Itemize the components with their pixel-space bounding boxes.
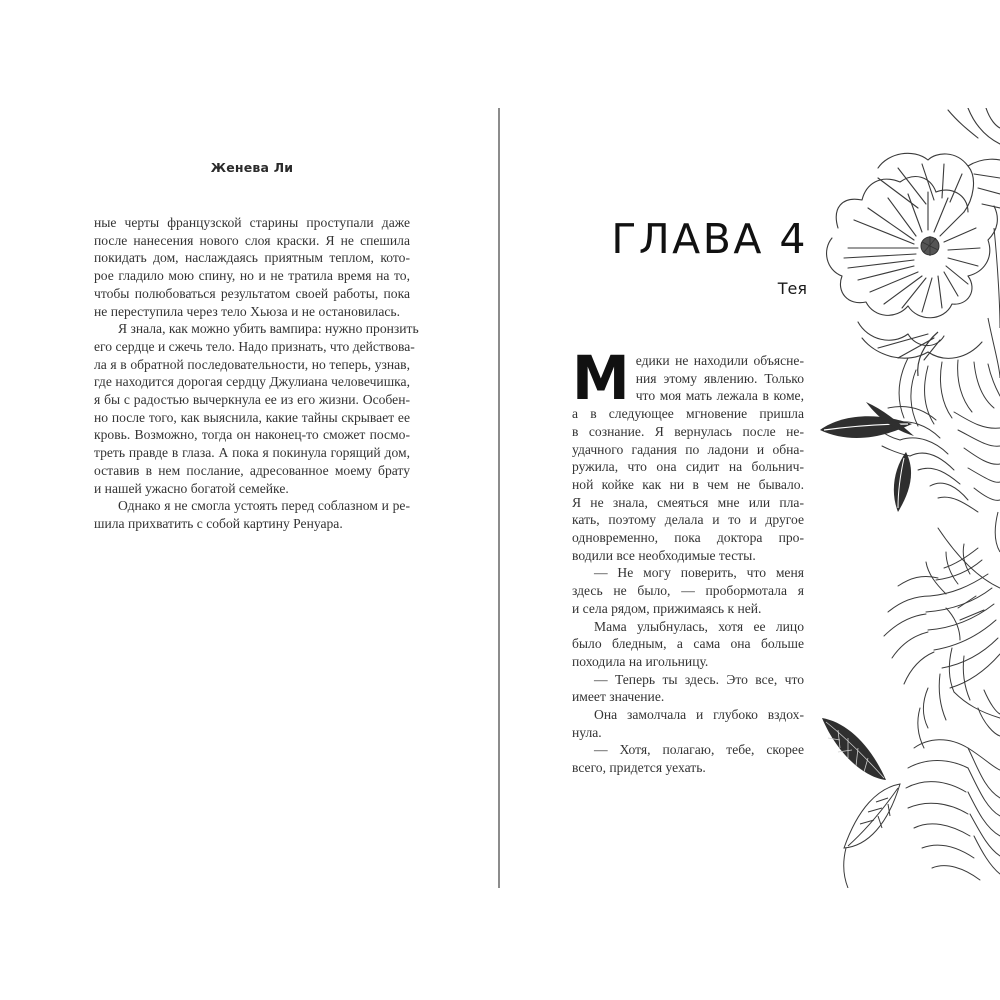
- left-page-body: [94, 214, 419, 533]
- right-page-body: [572, 342, 804, 777]
- text-line: имеет значение.: [572, 689, 665, 705]
- text-line: всего, придется уехать.: [572, 760, 706, 776]
- text-line: — Теперь ты здесь. Это все, что: [594, 671, 804, 687]
- text-line: шила прихватить с собой картину Ренуара.: [94, 515, 343, 531]
- text-line: покидать дом, наслаждаясь приятным теплом, кото-: [94, 250, 410, 266]
- text-line: где находится дорогая сердцу Джулиана человечишка,: [94, 374, 410, 390]
- text-line: Однако я не смогла устоять перед соблазном и ре-: [118, 498, 410, 514]
- text-line: не переступила через тело Хьюза и не остановилась.: [94, 303, 401, 319]
- text-line: ной койке как ни в чем не бывало.: [572, 476, 804, 492]
- text-line: треть правде в глаза. А пока я покинула горящий дом,: [94, 445, 410, 461]
- text-line: но после того, как выяснила, какие тайны скрывает ее: [94, 409, 410, 425]
- text-line: Я знала, как можно убить вампира: нужно пронзить: [118, 321, 419, 337]
- text-line: Она замолчала и глубоко вздох-: [594, 707, 804, 723]
- text-line: Мама улыбнулась, хотя ее лицо: [594, 618, 804, 634]
- text-line: водили все необходимые тесты.: [572, 547, 756, 563]
- text-line: здесь не было, — пробормотала я: [572, 583, 804, 599]
- text-line: — Хотя, полагаю, тебе, скорее: [594, 742, 804, 758]
- text-line: — Не могу поверить, что меня: [594, 565, 804, 581]
- chapter-title: ГЛАВА 4: [611, 215, 808, 263]
- text-line: ные черты французской старины проступали даже: [94, 215, 410, 230]
- paragraph: [94, 497, 410, 532]
- running-head-author: Женева Ли: [210, 160, 294, 175]
- paragraph: [572, 706, 804, 741]
- text-line: и нашей ужасно богатой семейке.: [94, 480, 289, 496]
- text-line: кровь. Возможно, тогда он наконец-то сможет посмо-: [94, 427, 410, 443]
- text-line: было бледным, а сама она больше: [572, 636, 804, 652]
- paragraph: [94, 214, 410, 320]
- paragraph: [94, 320, 419, 497]
- text-line: оставив в нем послание, адресованное моему брату: [94, 462, 410, 478]
- text-line: чтобы полюбоваться результатом своей работы, пока: [94, 285, 410, 301]
- text-line: в сознание. Я вернулась после не-: [572, 423, 804, 439]
- text-line: рое гладило мою спину, но и не тратила время на то,: [94, 268, 410, 284]
- paragraph: [572, 741, 804, 776]
- floral-illustration-icon: [818, 108, 1000, 888]
- text-line: кать, поэтому делала и то и другое: [572, 512, 804, 528]
- text-line: одновременно, пока доктора про-: [572, 530, 804, 546]
- text-line: я бы с радостью вычеркнула ее из его жизни. Особен-: [94, 392, 410, 408]
- text-line: что моя мать лежала в коме,: [635, 388, 804, 404]
- paragraph: [572, 618, 804, 671]
- page-gutter-divider: [498, 108, 500, 888]
- paragraph: [572, 564, 804, 617]
- text-line: и села рядом, прижимаясь к ней.: [572, 600, 762, 616]
- text-line: нула.: [572, 724, 602, 740]
- drop-cap: М: [572, 342, 630, 414]
- text-line: а в следующее мгновение пришла: [572, 406, 804, 422]
- text-line: его сердце и сжечь тело. Надо признать, что действова-: [94, 338, 415, 354]
- text-line: ружила, что она сидит на больнич-: [572, 459, 804, 475]
- text-line: ла я в обратной последовательности, но теперь, узнав,: [94, 356, 410, 372]
- text-line: после нанесения нового слоя краски. Я не спешила: [94, 232, 410, 248]
- text-line: ния этому явлению. Только: [635, 370, 804, 386]
- paragraph: [572, 671, 804, 706]
- text-line: удачного гадания по ладони и обна-: [572, 441, 804, 457]
- text-line: Я не знала, смеяться мне или пла-: [572, 494, 804, 510]
- text-line: едики не находили объясне-: [635, 353, 804, 368]
- chapter-subtitle: Тея: [777, 279, 807, 298]
- text-line: походила на игольницу.: [572, 653, 709, 669]
